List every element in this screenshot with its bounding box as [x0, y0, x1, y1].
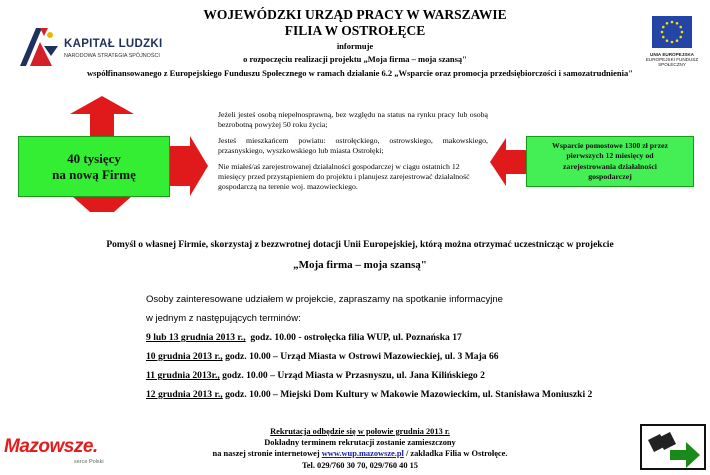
meeting-term	[146, 351, 499, 362]
arrow-left-icon	[490, 138, 526, 186]
next-button[interactable]	[640, 424, 706, 470]
kapital-ludzki-subtitle: NARODOWA STRATEGIA SPÓJNOŚCI	[64, 53, 160, 59]
invite-text: Pomyśl o własnej Firmie, skorzystaj z bezzwrotnej dotacji Unii Europejskiej, którą można otrzymać uczestnicząc w projekcie	[106, 240, 614, 250]
website-line	[150, 449, 570, 458]
arrow-down-icon	[62, 196, 142, 212]
grant-box-line: 40 tysięcy	[67, 150, 121, 166]
mazowsze-tagline: serce Polski	[74, 459, 104, 465]
term-date: 10 grudnia 2013 r.,	[146, 351, 223, 362]
eu-logo	[645, 16, 699, 76]
meeting-intro-2: w jednym z następujących terminów:	[146, 313, 301, 324]
criterion: Jeżeli jesteś osobą niepełnosprawną, bez względu na status na rynku pracy lub osobą bezrobotną powyżej 50 roku życia;	[218, 110, 488, 129]
page-title	[100, 7, 610, 39]
criterion: Jesteś mieszkańcem powiatu: ostrołęckiego, ostrowskiego, makowskiego, przasnyskiego, wyszkowskiego lub miasta Ostrołęki;	[218, 136, 488, 155]
title-line-1: WOJEWÓDZKI URZĄD PRACY W WARSZAWIE	[203, 7, 507, 22]
meeting-term	[146, 370, 485, 381]
support-box-line: gospodarczej	[588, 171, 632, 181]
arrow-up-icon	[62, 96, 142, 136]
informuje-text: informuje	[336, 41, 374, 51]
bridge-support-box	[526, 136, 694, 187]
term-detail: godz. 10.00 – Urząd Miasta w Ostrowi Mazowieckiej, ul. 3 Maja 66	[222, 351, 499, 362]
grant-box	[18, 136, 170, 197]
mazowsze-wordmark: Mazowsze.	[4, 436, 98, 457]
term-detail: godz. 10.00 – Miejski Dom Kultury w Makowie Mazowieckim, ul. Stanisława Moniuszki 2	[222, 389, 593, 400]
term-date: 9 lub 13 grudnia 2013 r.,	[146, 332, 246, 343]
eu-caption-line: SPOŁECZNY	[658, 62, 686, 68]
term-detail: godz. 10.00 - ostrołęcka filia WUP, ul. Poznańska 17	[245, 332, 462, 343]
recruitment-text: Rekrutacja odbędzie się w połowie grudnia 2013 r.	[270, 427, 450, 436]
recruitment-line-2: Dokładny terminem rekrutacji zostanie zamieszczony	[264, 438, 456, 447]
meeting-term	[146, 332, 462, 343]
eu-caption-line: UNIA EUROPEJSKA	[650, 52, 694, 57]
term-detail: godz. 10.00 – Urząd Miasta w Przasnyszu, ul. Jana Kilińskiego 2	[219, 370, 485, 381]
title-line-2: FILIA W OSTROŁĘCE	[284, 23, 426, 38]
grant-box-line: na nową Firmę	[52, 166, 136, 182]
recruitment-info	[150, 427, 570, 436]
support-box-line: Wsparcie pomostowe 1300 zł przez	[552, 141, 668, 151]
term-date: 12 grudnia 2013 r.,	[146, 389, 223, 400]
criterion: Nie miałeś/aś zarejestrowanej działalności gospodarczej w ciągu ostatnich 12 miesięcy przed przystąpieniem do projektu i planujesz zarejestrować działalność gospodarczą na terenie woj. mazowieckiego.	[218, 162, 470, 191]
arrow-right-icon	[642, 426, 704, 468]
meeting-intro: Osoby zainteresowane udziałem w projekcie, zapraszamy na spotkanie informacyjne	[146, 294, 503, 305]
eu-caption	[644, 52, 700, 68]
meeting-term	[146, 389, 592, 400]
kapital-ludzki-emblem-icon	[14, 26, 62, 68]
support-box-line: zarejestrowania działalności	[563, 161, 657, 171]
eu-caption-line: EUROPEJSKI FUNDUSZ	[645, 57, 699, 63]
support-box-line: pierwszych 12 miesięcy od	[566, 151, 654, 161]
cofinancing-text: współfinansowanego z Europejskiego Funduszu Społecznego w ramach działanie 6.2 „Wsparcie oraz promocja przedsiębiorczości i samozatrudnienia"	[87, 68, 633, 78]
term-date: 11 grudnia 2013r.,	[146, 370, 220, 381]
mazowsze-logo	[4, 436, 124, 472]
website-link[interactable]: www.wup.mazowsze.pl	[321, 449, 404, 458]
kapital-ludzki-title: KAPITAŁ LUDZKI	[64, 38, 163, 50]
arrow-right-icon	[168, 136, 208, 196]
eu-flag-icon	[652, 16, 692, 48]
eligibility-criteria	[218, 110, 488, 198]
phone-line: Tel. 029/760 30 70, 029/760 40 15	[301, 461, 418, 470]
invite-project-name: „Moja firma – moja szansą"	[293, 259, 427, 271]
website-post: / zakładka Filia w Ostrołęce.	[403, 449, 508, 458]
website-pre: na naszej stronie internetowej	[212, 449, 322, 458]
project-announcement: o rozpoczęciu realizacji projektu „Moja firma – moja szansą"	[243, 54, 467, 64]
